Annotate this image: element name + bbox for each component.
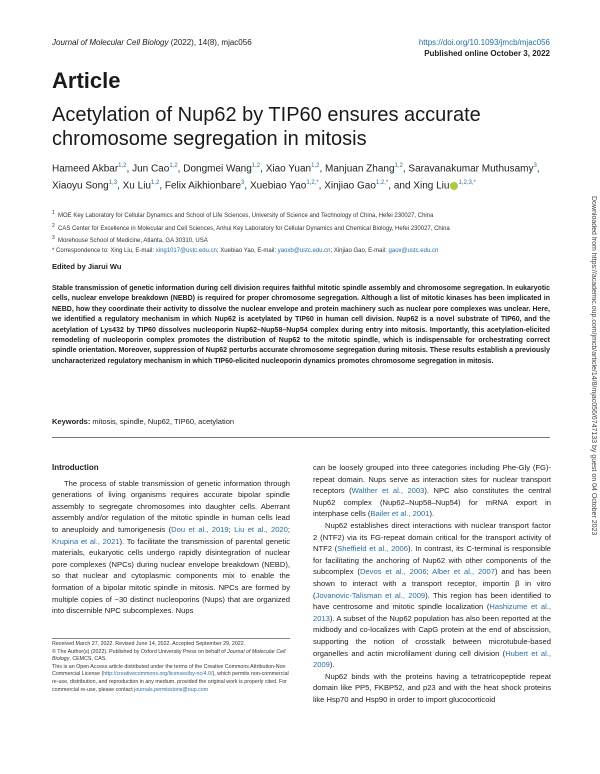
journal-volume: (2022), 14(8), mjac056: [168, 38, 252, 47]
citation-link[interactable]: Jovanovic-Talisman et al., 2009: [315, 590, 426, 600]
email-link[interactable]: gaox@ustc.edu.cn: [388, 247, 439, 254]
author-affiliation-sup: 1,2: [311, 163, 320, 169]
citation-link[interactable]: Devos et al., 2006: [359, 567, 427, 577]
citation-link[interactable]: Liu et al., 2020: [234, 524, 288, 534]
left-column: [52, 462, 290, 617]
citation-link[interactable]: Alber et al., 2007: [432, 567, 495, 577]
author-name: Manjuan Zhang: [325, 163, 395, 175]
article-footnote: [52, 641, 290, 694]
author-affiliation-sup: 3: [241, 180, 245, 187]
license: This is an Open Access article distributed under the terms of the Creative Commons Attribution-Non Commercial License (http://creativecommons.org/licenses/by-nc/4.0/), which permits non-commercial re-use, distribution, and reproduction in any medium, provided the original work is properly cited. For commercial re-use, please contact journals.permissions@oup.com: [52, 663, 289, 693]
citation-link[interactable]: Hubert et al., 2009: [313, 648, 551, 670]
journal-name: Journal of Molecular Cell Biology: [52, 38, 169, 47]
author-affiliation-sup: 3: [533, 163, 537, 169]
section-heading: Introduction: [52, 463, 99, 472]
paragraph: Nup62 binds with the proteins having a tetratricopeptide repeat domain like PP5, FKBP52, and p23 and with the heat shock proteins like Hsp70 and Hsp90 in order to import glucocorticoid: [313, 671, 551, 704]
affiliation-3: $^3$ Morehouse School of Medicine, Atlanta, GA 30310, USA: [52, 235, 208, 244]
author-name: Xiaoyu Song: [52, 180, 109, 192]
email-link[interactable]: xing1017@ustc.edu.cn: [155, 247, 217, 254]
article-type: Article: [52, 68, 121, 93]
permissions-email[interactable]: journals.permissions@oup.com: [134, 686, 209, 693]
citation-link[interactable]: Walther et al., 2003: [351, 486, 425, 496]
download-watermark: Downloaded from https://academic.oup.com/jmcb/article/14/8/mjac056/6747133 by guest on 04 October 2023: [590, 196, 597, 536]
author-name: Hameed Akbar: [52, 163, 119, 175]
author-affiliation-sup: 1,2: [251, 163, 261, 169]
affiliation-2: $^2$ CAS Center for Excellence in Molecular and Cell Sciences, Anhui Key Laboratory for Cellular Dynamics and Chemical Biology, Hefei 230027, China: [52, 222, 450, 232]
footnote-divider: [52, 638, 290, 639]
journal-citation: [52, 38, 252, 47]
affiliation-1: $^1$ MOE Key Laboratory for Cellular Dynamics and School of Life Sciences, University of Science and Technology of China, Hefei 230027, China: [52, 210, 434, 219]
author-affiliation-sup: 1,2,*: [306, 180, 319, 187]
citation-link[interactable]: Hashizume et al., 2013: [313, 602, 551, 623]
author-affiliation-sup: 1,3: [108, 180, 118, 187]
email-link[interactable]: yaoxb@ustc.edu.cn: [277, 247, 331, 254]
citation-link[interactable]: Dou et al., 2019: [171, 524, 229, 534]
author-name: Jun Cao: [132, 163, 170, 175]
author-name: Saravanakumar Muthusamy: [408, 163, 534, 175]
paragraph: Nup62 establishes direct interactions with nuclear transport factor 2 (NTF2) via its FG-repeat domain critical for the transport activity of NTF2 (Sheffield et al., 2006). In contrast, its C-terminal is responsible for facilitating the anchoring of Nup62 with other components of the subcomplex (Devos et al., 2006; Alber et al., 2007) and has been shown to interact with a transport receptor, importin β in vitro (Jovanovic-Talisman et al., 2009). This region has been identified to have centrosome and mitotic spindle localization (Hashizume et al., 2013). A subset of the Nup62 population has also been reported at the midbody and co-localizes with CapG protein at the end of abscission, supporting the notion of crosstalk between microtubule-based organelles and actin microfilament during cell division (Hubert et al., 2009).: [313, 520, 552, 670]
author-affiliation-sup: 1,2: [150, 180, 160, 187]
author-name: Xuebiao Yao: [249, 180, 307, 192]
paragraph: The process of stable transmission of genetic information through generations of living organisms requires accurate bipolar spindle assembly to segregate chromosomes into daughter cells. Aberrant assembly and/or regulation of the mitotic spindle in human cells lead to aneuploidy and tumorigenesis (Dou et al., 2019; Liu et al., 2020; Krupina et al., 2021). To facilitate the transmission of parental genetic materials, eukaryotic cells undergo rapidly disintegration of nuclear pore complexes (NPCs) during nuclear envelope breakdown (NEBD), so that nuclear and cytoplasmic components mix to enable the formation of a bipolar mitotic spindle in mitosis. NPCs are formed by multiple copies of ~30 distinct nucleoporins (Nups) that are organized into discernible NPC subcomplexes. Nups: [52, 478, 290, 616]
received-dates: Received March 27, 2022. Revised June 14, 2022. Accepted September 29, 2022.: [52, 641, 246, 647]
author-affiliation-sup: 1,2,3,*: [458, 180, 476, 187]
author-affiliation-sup: 1,2: [169, 163, 178, 169]
citation-link[interactable]: Bailer et al., 2001: [370, 509, 430, 519]
correspondence: * Correspondence to: Xing Liu, E-mail: xing1017@ustc.edu.cn; Xuebiao Yao, E-mail: yaoxb@ustc.edu.cn; Xinjiao Gao, E-mail: gaox@ustc.edu.cn: [52, 247, 439, 254]
author-name: Felix Aikhionbare: [164, 180, 242, 192]
doi-link[interactable]: https://doi.org/10.1093/jmcb/mjac056: [418, 38, 550, 47]
author-name: Xinjiao Gao: [324, 180, 376, 192]
published-date: Published online October 3, 2022: [424, 49, 550, 58]
author-affiliation-sup: 1,2,*: [375, 180, 389, 187]
citation-link[interactable]: Krupina et al., 2021: [52, 536, 120, 546]
edited-by: Edited by Jiarui Wu: [52, 262, 122, 271]
citation-link[interactable]: Sheffield et al., 2006: [337, 544, 408, 554]
author-list: Hameed Akbar$^{1,2}$, Jun Cao$^{1,2}$, Dongmei Wang$^{1,2}$, Xiao Yuan$^{1,2}$, Manjuan Zhang$^{1,2}$, Saravanakumar Muthusamy$^3$, Xiaoyu Song$^{1,3}$, Xu Liu$^{1,2}$, Felix Aikhionbare$^3$, Xuebiao Yao$^{1,2,*}$, Xinjiao Gao$^{1,2,*}$, and Xing Liu $^{1,2,3,*}$: [52, 163, 540, 192]
affiliations: [52, 209, 552, 256]
section-divider: [52, 437, 550, 438]
article-title: Acetylation of Nup62 by TIP60 ensures accurate chromosome segregation in mitosis: [52, 104, 481, 150]
author-affiliation-sup: 1,2: [394, 163, 403, 169]
author-affiliation-sup: 1,2: [118, 163, 127, 169]
copyright: © The Author(s) (2022). Published by Oxford University Press on behalf of Journal of Molecular Cell Biology, CEMCS, CAS.: [52, 648, 286, 663]
right-column: [313, 462, 551, 705]
keywords-text: mitosis, spindle, Nup62, TIP60, acetylation: [90, 417, 235, 426]
keywords: [52, 417, 550, 426]
keywords-label: Keywords:: [52, 417, 91, 426]
author-name: Xiao Yuan: [265, 163, 312, 175]
author-name: Dongmei Wang: [183, 163, 252, 175]
author-name: Xing Liu: [413, 180, 450, 192]
author-name: Xu Liu: [122, 180, 151, 192]
license-link[interactable]: http://creativecommons.org/licenses/by-nc/4.0/: [103, 671, 213, 678]
abstract: Stable transmission of genetic information during cell division requires faithful mitotic spindle assembly and chromosome segregation. In eukaryotic cells, nuclear envelope breakdown (NEBD) is required for proper chromosome segregation. Although a list of mitotic kinases has been implicated in NEBD, how they coordinate their activity to dissolve the nuclear envelope and protein machinery such as nuclear pore complexes was unclear. Here, we identified a regulatory mechanism in which Nup62 is acetylated by TIP60 in human cell division. Nup62 is a novel substrate of TIP60, and the acetylation of Lys432 by TIP60 dissolves nucleoporin Nup62–Nup58–Nup54 complex during entry into mitosis. Importantly, this acetylation-elicited remodeling of nucleoporin complex promotes the distribution of Nup62 to the mitotic spindle, which is indispensable for orchestrating correct spindle orientation. Moreover, suppression of Nup62 perturbs accurate chromosome segregation during mitosis. These results establish a previously uncharacterized regulatory mechanism in which TIP60-elicited nucleoporin dynamics promotes chromosome segregation in mitosis.: [52, 285, 550, 365]
paragraph: can be loosely grouped into three categories including Phe-Gly (FG)-repeat domain. Nups serve as interaction sites for nuclear transport receptors (Walther et al., 2003). NPC also constitutes the central Nup62 complex (Nup62–Nup58–Nup54) for mRNA export in interphase cells (Bailer et al., 2001).: [313, 463, 551, 519]
